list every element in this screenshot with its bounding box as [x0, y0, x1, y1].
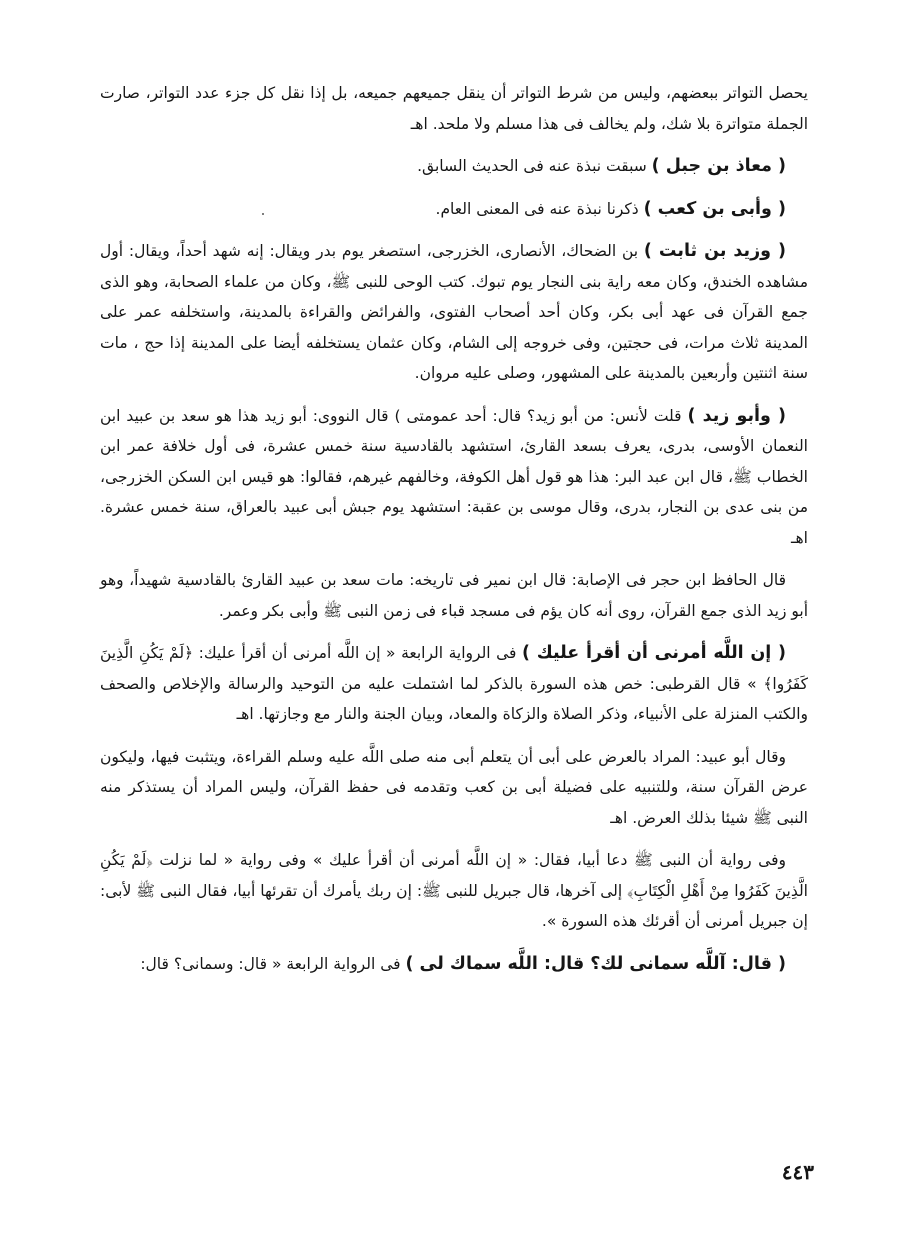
paragraph-text: سبقت نبذة عنه فى الحديث السابق. — [417, 157, 652, 175]
paragraph-text: قال الحافظ ابن حجر فى الإصابة: قال ابن نمير فى تاريخه: مات سعد بن عبيد القارئ بالقادسية شهيداً، وهو أبو زيد الذى جمع القرآن، روى أنه كان يؤم فى مسجد قباء فى زمن النبى ﷺ وأبى بكر وعمر. — [100, 571, 808, 620]
paragraph-tawatur-continuation — [100, 78, 808, 139]
paragraph-amarani-an-aqra — [100, 638, 808, 730]
paragraph-sammani — [100, 949, 808, 980]
paragraph-abu-ubayd — [100, 742, 808, 834]
paragraph-text: ذكرنا نبذة عنه فى المعنى العام. — [435, 199, 644, 218]
paragraph-text: يحصل التواتر ببعضهم، وليس من شرط التواتر أن ينقل جميعهم جميعه، بل إذا نقل كل جزء عدد التواتر، صارت الجملة متواترة بلا شك، ولم يخالف فى هذا مسلم ولا ملحد. اهـ — [100, 84, 808, 133]
scan-speck — [262, 213, 264, 215]
paragraph-text: فى الرواية الرابعة « قال: وسمانى؟ قال: — [140, 954, 406, 973]
paragraph-text: فى الرواية الرابعة « إن اللَّه أمرنى أن أقرأ عليك: ﴿لَمْ يَكُنِ الَّذِينَ كَفَرُوا﴾ » قال القرطبى: خص هذه السورة بالذكر لما اشتملت عليه من التوحيد والرسالة والإخلاص والصحف والكتب المنزلة على الأنبياء، وذكر الصلاة والزكاة والمعاد، وبيان الجنة والنار مع وجازتها. اهـ — [100, 644, 808, 723]
paragraph-abu-zayd — [100, 401, 808, 554]
paragraph-text: وفى رواية أن النبى ﷺ دعا أبيا، فقال: « إن اللَّه أمرنى أن أقرأ عليك » وفى رواية « لما نزلت ﴿لَمْ يَكُنِ الَّذِينَ كَفَرُوا مِنْ أَهْلِ الْكِتَابِ﴾ إلى آخرها، قال جبريل للنبى ﷺ: إن ربك يأمرك أن تقرئها أبيا، فقال النبى ﷺ لأبى: إن جبريل أمرنى أن أقرئك هذه السورة ». — [100, 851, 808, 930]
paragraph-heading: ( قال: آللَّه سمانى لك؟ قال: اللَّه سماك لى ) — [405, 953, 786, 974]
paragraph-heading: ( وأبو زيد ) — [687, 405, 786, 426]
paragraph-heading: ( وزيد بن ثابت ) — [643, 241, 786, 261]
page-body — [100, 78, 808, 979]
paragraph-muadh — [100, 151, 808, 182]
paragraph-heading: ( وأبى بن كعب ) — [643, 198, 786, 219]
paragraph-ubayy — [100, 194, 808, 225]
paragraph-zayd-ibn-thabit — [100, 236, 808, 389]
paragraph-text: قلت لأنس: من أبو زيد؟ قال: أحد عمومتى ) قال النووى: أبو زيد هذا هو سعد بن عبيد ابن النعمان الأوسى، بدرى، يعرف بسعد القارئ، استشهد بالقادسية سنة خمس عشرة، فى أول خلافة عمر ابن الخطاب ﷺ، قال ابن عبد البر: هذا هو قول أهل الكوفة، وخالفهم غيرهم، فقالوا: هو قيس ابن السكن الخزرجى، من بنى عدى بن النجار، بدرى، وقال موسى بن عقبة: استشهد يوم جبش أبى عبيد بالعراق، سنة خمس عشرة. اهـ — [100, 406, 808, 547]
paragraph-text: وقال أبو عبيد: المراد بالعرض على أبى أن يتعلم أبى منه صلى اللَّه عليه وسلم القراءة، ويتثبت فيها، وليكون عرض القرآن سنة، وللتنبيه على فضيلة أبى بن كعب وتقدمه فى حفظ القرآن، وليس المراد أن يستذكر منه النبى ﷺ شيئا بذلك العرض. اهـ — [100, 747, 808, 827]
page-number: ٤٤٣ — [781, 1160, 814, 1184]
paragraph-text: بن الضحاك، الأنصارى، الخزرجى، استصغر يوم بدر ويقال: إنه شهد أحداً، ويقال: أول مشاهده الخندق، وكان معه راية بنى النجار يوم تبوك. كتب الوحى للنبى ﷺ، وكان من علماء الصحابة، وهو الذى جمع القرآن فى عهد أبى بكر، وكان أحد أصحاب الفتوى، والفرائض والقراءة بالمدينة، واستخلفه عمر على المدينة ثلاث مرات، فى حجتين، وفى خروجه إلى الشام، وكان عثمان يستخلفه أيضا على المدينة إذا حج ، مات سنة اثنتين وأربعين بالمدينة على المشهور، وصلى عليه مروان. — [100, 242, 808, 382]
paragraph-riwaya — [100, 845, 808, 937]
paragraph-heading: ( معاذ بن جبل ) — [651, 156, 786, 176]
paragraph-ibn-hajar — [100, 565, 808, 626]
paragraph-heading: ( إن اللَّه أمرنى أن أقرأ عليك ) — [522, 643, 786, 663]
